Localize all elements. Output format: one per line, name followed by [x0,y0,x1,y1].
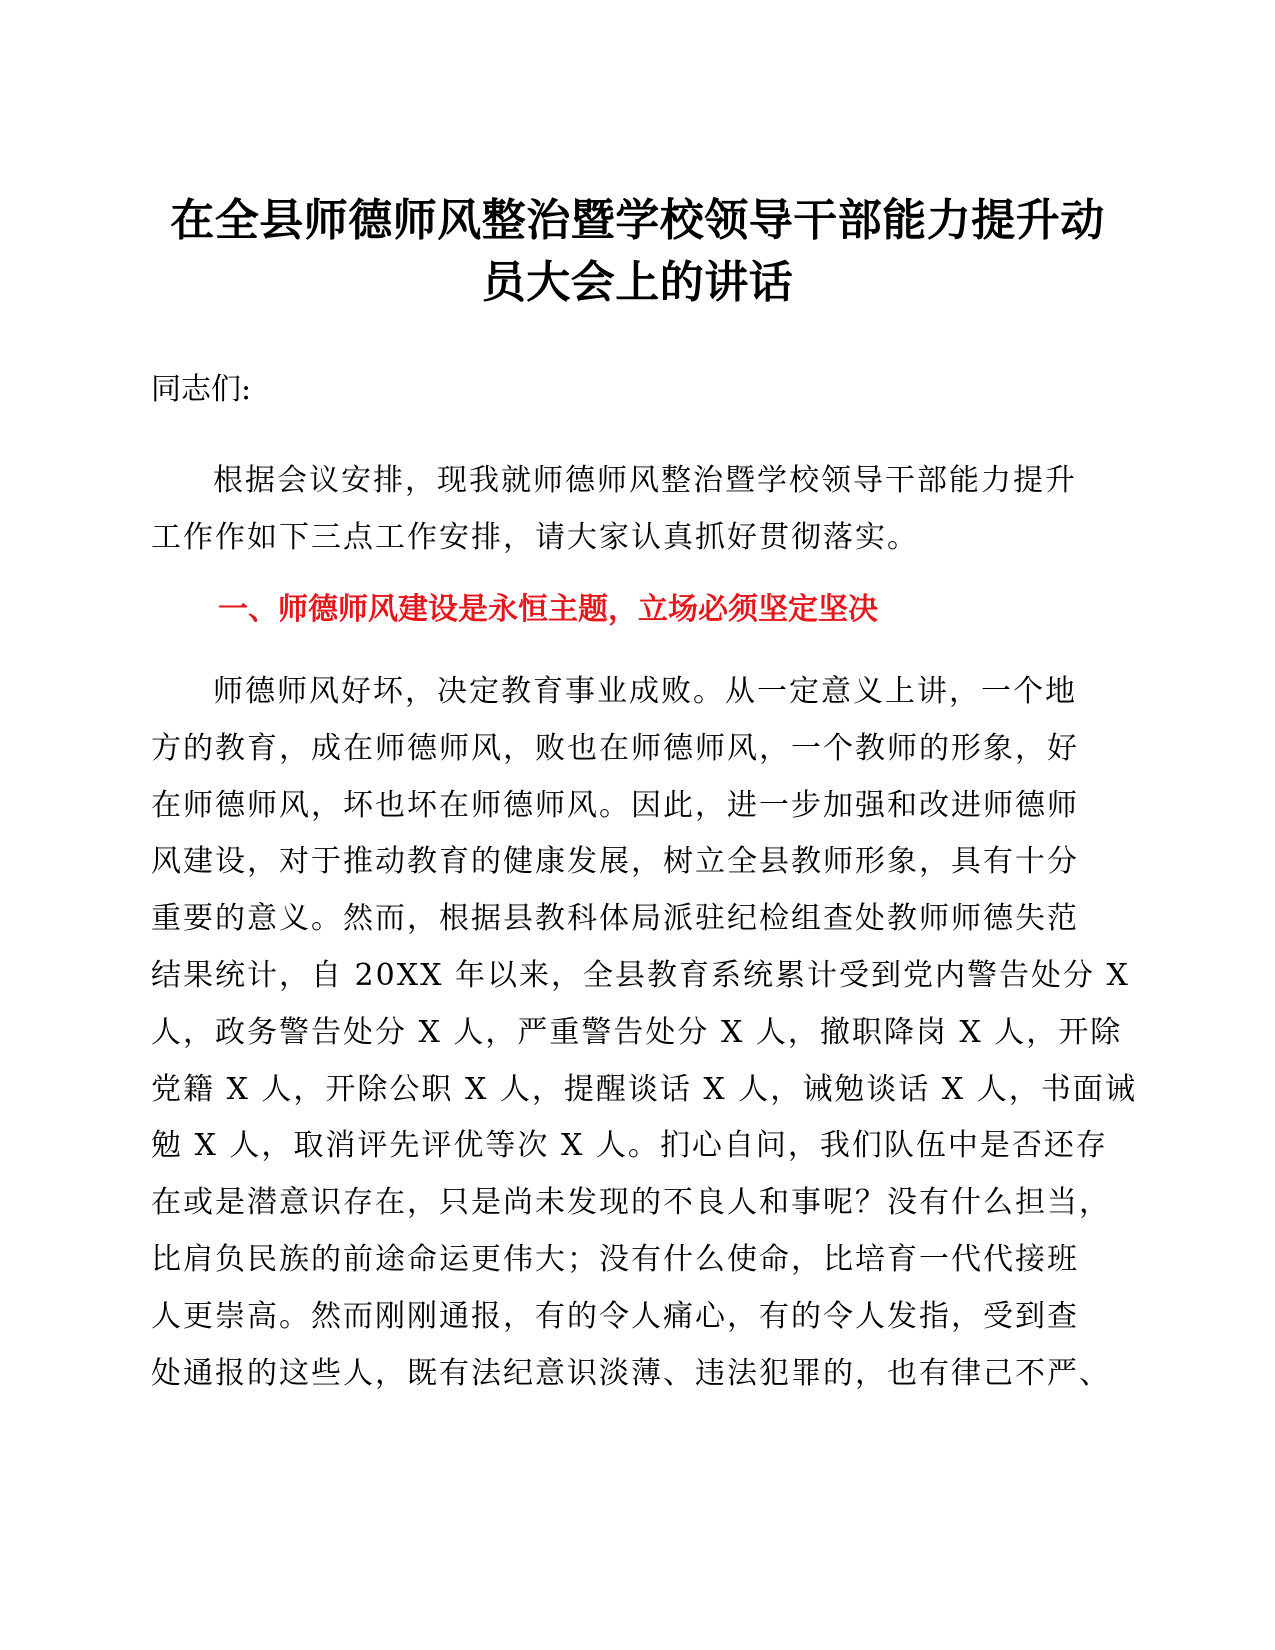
body-line-13: 处通报的这些人，既有法纪意识淡薄、违法犯罪的，也有律己不严、 [151,1355,1111,1391]
body-line-3: 在师德师风，坏也坏在师德师风。因此，进一步加强和改进师德师 [151,787,1079,823]
body-line-2: 方的教育，成在师德师风，败也在师德师风，一个教师的形象，好 [151,730,1079,766]
body-line-7: 人，政务警告处分 X 人，严重警告处分 X 人，撤职降岗 X 人，开除 [151,1014,1123,1050]
document-title [140,190,1135,314]
section-heading: 一、师德师风建设是永恒主题，立场必须坚定坚决 [218,592,878,627]
intro-paragraph [151,452,1131,566]
body-line-11: 比肩负民族的前途命运更伟大；没有什么使命，比培育一代代接班 [151,1241,1079,1277]
body-line-12: 人更崇高。然而刚刚通报，有的令人痛心，有的令人发指，受到查 [151,1298,1079,1334]
title-line-2: 员大会上的讲话 [481,257,794,308]
salutation: 同志们: [151,372,252,407]
body-line-10: 在或是潜意识存在，只是尚未发现的不良人和事呢？没有什么担当， [151,1185,1111,1221]
intro-line-2: 工作作如下三点工作安排，请大家认真抓好贯彻落实。 [151,520,919,555]
body-line-1: 师德师风好坏，决定教育事业成败。从一定意义上讲，一个地 [213,674,1077,709]
intro-line-1: 根据会议安排，现我就师德师风整治暨学校领导干部能力提升 [213,463,1077,498]
body-line-5: 重要的意义。然而，根据县教科体局派驻纪检组查处教师师德失范 [151,901,1079,937]
body-line-8: 党籍 X 人，开除公职 X 人，提醒谈话 X 人，诫勉谈话 X 人，书面诫 [151,1071,1137,1107]
body-line-4: 风建设，对于推动教育的健康发展，树立全县教师形象，具有十分 [151,844,1079,880]
title-line-1: 在全县师德师风整治暨学校领导干部能力提升动 [170,195,1105,246]
body-paragraph [151,664,1137,1402]
body-line-9: 勉 X 人，取消评先评优等次 X 人。扪心自问，我们队伍中是否还存 [151,1128,1108,1164]
body-line-6: 结果统计，自 20XX 年以来，全县教育系统累计受到党内警告处分 X [151,957,1130,993]
